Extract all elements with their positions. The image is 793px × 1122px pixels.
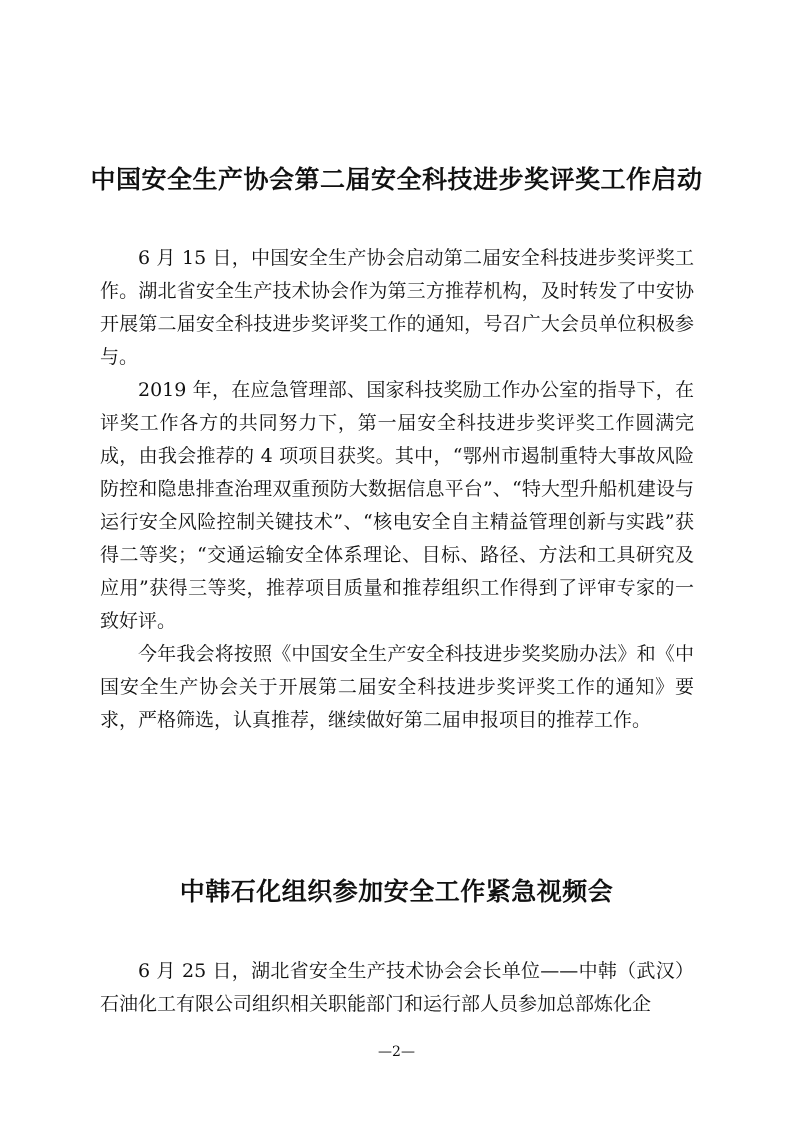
article-2-title: 中韩石化组织参加安全工作紧急视频会	[179, 877, 614, 906]
article-2-body	[100, 955, 694, 1021]
article-2-paragraph-1: 6 月 25 日，湖北省安全生产技术协会会长单位——中韩（武汉）石油化工有限公司组织相关职能部门和运行部人员参加总部炼化企	[100, 960, 694, 1015]
article-1-paragraph-2: 2019 年，在应急管理部、国家科技奖励工作办公室的指导下，在评奖工作各方的共同努力下，第一届安全科技进步奖评奖工作圆满完成，由我会推荐的 4 项项目获奖。其中，“鄂州市遏制重特大事故风险防控和隐患排查治理双重预防大数据信息平台”、“特大型升船机建设与运行安全风险控制关键技术”、“核电安全自主精益管理创新与实践”获得二等奖；“交通运输安全体系理论、目标、路径、方法和工具研究及应用”获得三等奖，推荐项目质量和推荐组织工作得到了评审专家的一致好评。	[100, 379, 694, 632]
page-number: —2—	[378, 1044, 415, 1060]
article-1-body	[100, 242, 694, 737]
article-1-paragraph-3: 今年我会将按照《中国安全生产安全科技进步奖奖励办法》和《中国安全生产协会关于开展第二届安全科技进步奖评奖工作的通知》要求，严格筛选，认真推荐，继续做好第二届申报项目的推荐工作。	[100, 643, 694, 731]
article-1-paragraph-1: 6 月 15 日，中国安全生产协会启动第二届安全科技进步奖评奖工作。湖北省安全生产技术协会作为第三方推荐机构，及时转发了中安协开展第二届安全科技进步奖评奖工作的通知，号召广大会员单位积极参与。	[100, 247, 694, 368]
article-1-title: 中国安全生产协会第二届安全科技进步奖评奖工作启动	[90, 165, 703, 194]
